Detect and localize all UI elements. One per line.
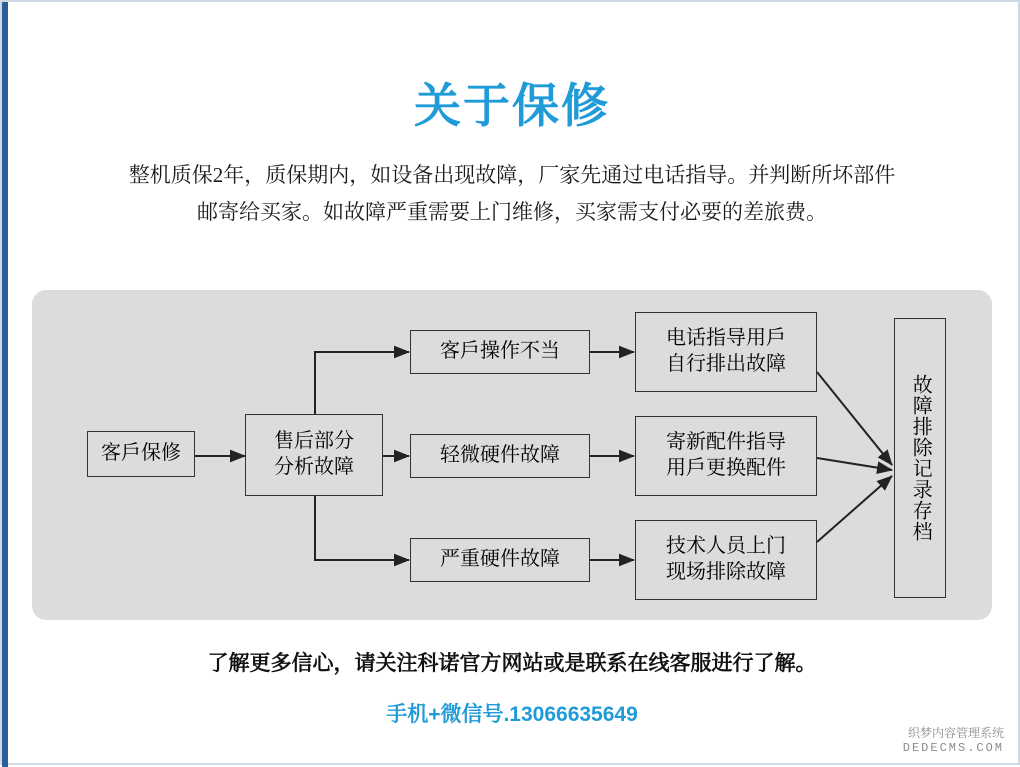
footer-phone: 手机+微信号.13066635649 — [386, 703, 638, 726]
flow-node-branch-severe[interactable] — [410, 538, 590, 582]
flow-node-analyze-line-1: 售后部分 — [274, 430, 354, 453]
flow-node-action-parts-line-1: 寄新配件指导 — [666, 431, 786, 454]
flowchart-panel — [32, 290, 992, 620]
flow-node-analyze[interactable] — [245, 414, 383, 496]
flow-node-start[interactable] — [87, 431, 195, 477]
flow-node-branch-minor[interactable] — [410, 434, 590, 478]
flow-node-branch-misuse[interactable] — [410, 330, 590, 374]
flow-node-analyze-line-2: 分析故障 — [274, 456, 354, 478]
intro-paragraph — [62, 157, 962, 231]
intro-line-1: 整机质保2年，质保期内，如设备出现故障，厂家先通过电话指导。并判断所坏部件 — [128, 163, 896, 187]
flow-node-action-onsite-line-2: 现场排除故障 — [666, 561, 786, 583]
intro-line-2: 邮寄给买家。如故障严重需要上门维修，买家需支付必要的差旅费。 — [197, 199, 827, 224]
flow-node-branch-severe-line-1: 严重硬件故障 — [440, 548, 560, 571]
flow-node-end-archive[interactable] — [894, 318, 946, 598]
flow-node-branch-misuse-line-1: 客戶操作不当 — [440, 340, 560, 363]
footer-note: 了解更多信心，请关注科诺官方网站或是联系在线客服进行了解。 — [207, 652, 817, 675]
flow-node-action-phone-line-2: 自行排出故障 — [666, 353, 786, 375]
flow-node-start-line-1: 客戶保修 — [101, 442, 181, 465]
flow-node-action-onsite[interactable] — [635, 520, 817, 600]
watermark-line-1: 织梦内容管理系统 — [907, 726, 1004, 741]
watermark — [903, 726, 1004, 755]
flow-node-action-phone-line-1: 电话指导用戶 — [666, 327, 786, 350]
flow-node-action-parts[interactable] — [635, 416, 817, 496]
watermark-line-2: DEDECMS.COM — [902, 740, 1004, 755]
flow-node-action-phone[interactable] — [635, 312, 817, 392]
flow-node-action-parts-line-2: 用戶更换配件 — [666, 457, 786, 479]
page-title: 关于保修 — [414, 79, 610, 132]
flow-node-branch-minor-line-1: 轻微硬件故障 — [440, 444, 560, 467]
flow-node-end-archive-label: 故障排除记录存档 — [909, 374, 932, 542]
flow-node-action-onsite-line-1: 技术人员上门 — [666, 535, 786, 558]
